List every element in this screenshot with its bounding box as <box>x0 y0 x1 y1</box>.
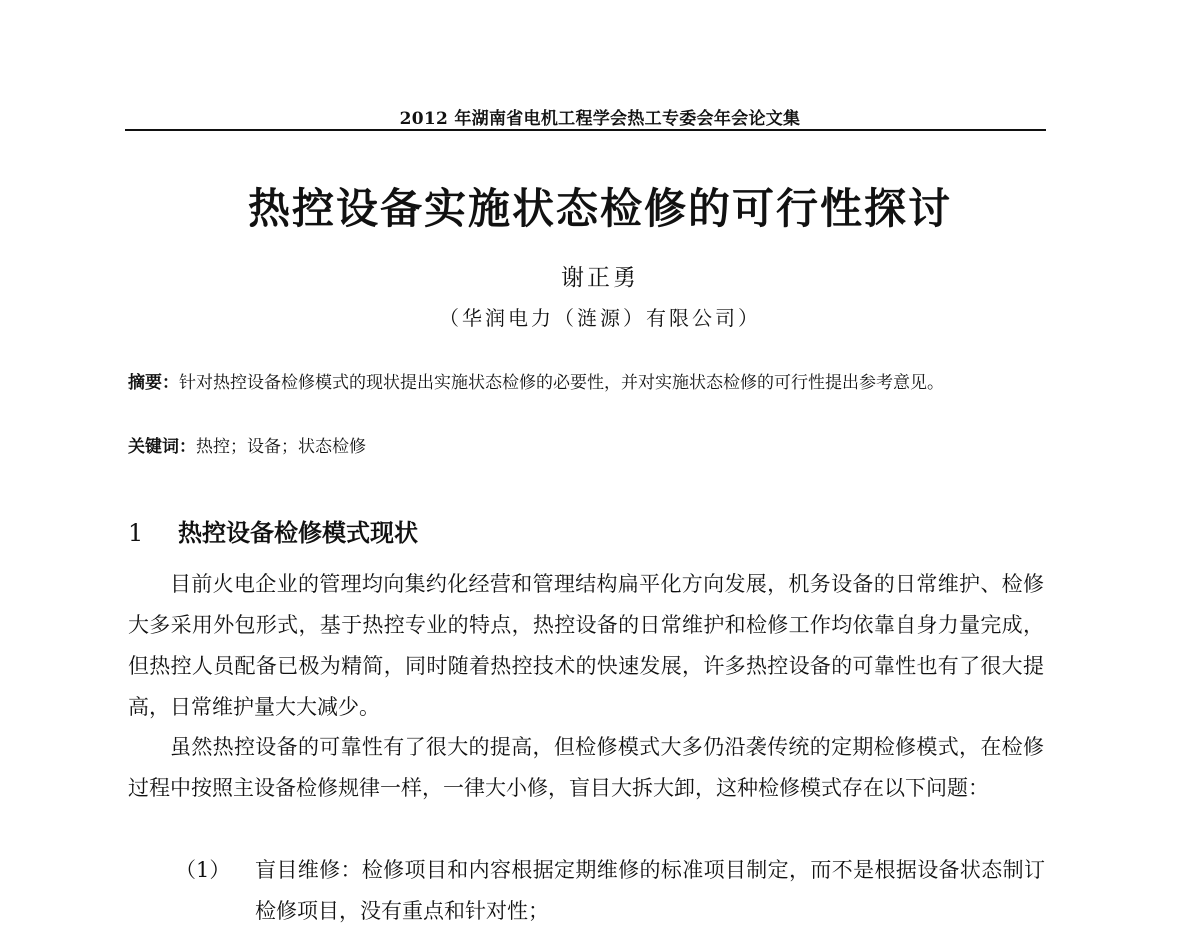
abstract-label: 摘要： <box>128 373 179 393</box>
body-paragraph: 目前火电企业的管理均向集约化经营和管理结构扁平化方向发展，机务设备的日常维护、检修大多采用外包形式，基于热控专业的特点，热控设备的日常维护和检修工作均依靠自身力量完成，但热控人员配备已极为精简，同时随着热控技术的快速发展，许多热控设备的可靠性也有了很大提高，日常维护量大大减少。 <box>128 572 1044 719</box>
paper-title: 热控设备实施状态检修的可行性探讨 <box>247 184 952 233</box>
abstract-text: 针对热控设备检修模式的现状提出实施状态检修的必要性，并对实施状态检修的可行性提出参考意见。 <box>179 373 944 393</box>
running-header: 2012 年湖南省电机工程学会热工专委会年会论文集 <box>399 109 801 129</box>
keywords <box>128 434 1048 460</box>
author-affiliation: （华润电力（涟源）有限公司） <box>439 306 761 330</box>
keywords-label: 关键词： <box>128 437 196 457</box>
section-number: 1 <box>128 519 144 547</box>
keywords-text: 热控；设备；状态检修 <box>196 437 366 457</box>
list-item <box>175 850 1045 932</box>
section-title: 热控设备检修模式现状 <box>178 519 418 547</box>
list-marker: （1） <box>175 858 231 882</box>
author-name: 谢正勇 <box>561 265 639 291</box>
body-paragraph: 虽然热控设备的可靠性有了很大的提高，但检修模式大多仍沿袭传统的定期检修模式，在检修过程中按照主设备检修规律一样，一律大小修，盲目大拆大卸，这种检修模式存在以下问题： <box>128 735 1044 800</box>
list-item-text: 盲目维修：检修项目和内容根据定期维修的标准项目制定，而不是根据设备状态制订检修项目，没有重点和针对性； <box>255 858 1045 923</box>
section-heading <box>128 513 418 548</box>
header-rule <box>125 129 1046 131</box>
abstract <box>128 369 1048 398</box>
